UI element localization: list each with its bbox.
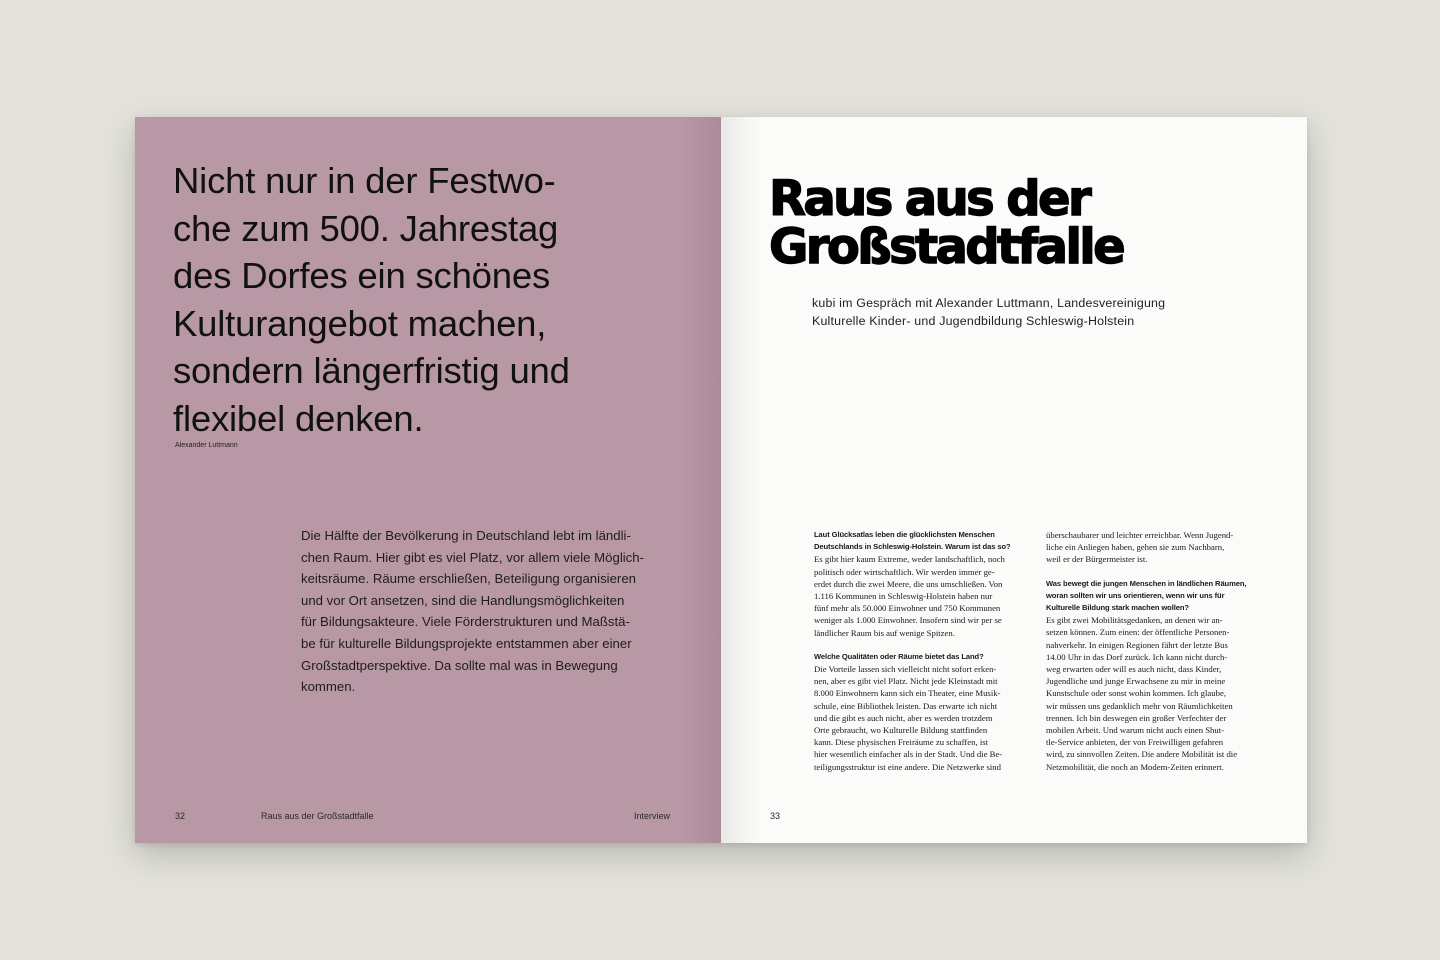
intro-line: chen Raum. Hier gibt es viel Platz, vor allem viele Möglich- <box>301 549 645 565</box>
magazine-spread <box>135 117 1307 843</box>
interview-question: Laut Glücksatlas leben die glücklichsten Menschen <box>814 530 995 539</box>
interview-question: Kulturelle Bildung stark machen wollen? <box>1046 603 1189 613</box>
answer-line: tle-Service anbieten, der von Freiwilligen gefahren <box>1046 737 1224 748</box>
article-title-line: Raus aus der <box>769 171 1090 227</box>
answer-line: nahverkehr. In einigen Regionen fährt der letzte Bus <box>1046 639 1228 650</box>
article-subtitle <box>812 294 1165 330</box>
answer-line: Die Vorteile lassen sich vielleicht nicht sofort erken- <box>814 664 997 675</box>
answer-line: Orte gebraucht, wo Kulturelle Bildung stattfinden <box>814 725 988 736</box>
intro-line: Die Hälfte der Bevölkerung in Deutschland lebt im ländli- <box>301 528 631 543</box>
article-title-line: Großstadtfalle <box>769 219 1124 275</box>
page-number-right: 33 <box>770 811 781 821</box>
answer-line: Kunstschule oder sonst wohin kommen. Ich glaube, <box>1046 688 1226 699</box>
subtitle-line: kubi im Gespräch mit Alexander Luttmann, Landesvereinigung <box>812 296 1166 310</box>
section-label: Interview <box>634 811 671 821</box>
answer-line: 14.00 Uhr in das Dorf zurück. Ich kann nicht durch- <box>1046 651 1228 662</box>
answer-line: liche ein Anliegen haben, gehen sie zum Nachbarn, <box>1046 542 1225 553</box>
interview-question: Was bewegt die jungen Menschen in ländlichen Räumen, <box>1046 578 1247 588</box>
intro-paragraph <box>301 525 681 698</box>
interview-question: Welche Qualitäten oder Räume bietet das Land? <box>814 651 984 661</box>
interview-question: Deutschlands in Schleswig-Holstein. Warum ist das so? <box>814 542 1011 552</box>
pull-quote-line: Kulturangebot machen, <box>173 302 547 344</box>
answer-line: setzen können. Zum einen: der öffentliche Personen- <box>1046 627 1230 638</box>
answer-line: wird, zu sinnvollen Zeiten. Die andere Mobilität ist die <box>1046 749 1238 760</box>
answer-line: mobilen Arbeit. Und warum nicht auch einen Shut- <box>1046 725 1225 736</box>
answer-line: weil er der Bürgermeister ist. <box>1046 554 1148 565</box>
pull-quote-line: sondern längerfristig und <box>173 350 570 391</box>
text-column-1 <box>814 529 1034 773</box>
pull-quote <box>173 157 693 442</box>
pull-quote-line: des Dorfes ein schönes <box>173 255 551 296</box>
interview-question: woran sollten wir uns orientieren, wenn wir uns für <box>1046 590 1225 600</box>
paragraph-gap <box>1046 566 1266 578</box>
page-number-left: 32 <box>175 811 186 821</box>
pull-quote-line: Nicht nur in der Festwo- <box>173 160 556 201</box>
paragraph-gap <box>814 639 1034 651</box>
answer-line: Es gibt hier kaum Extreme, weder landschaftlich, noch <box>814 554 1005 565</box>
answer-line: erdet durch die zwei Meere, die uns umschließen. Von <box>814 578 1003 589</box>
left-page <box>135 117 721 843</box>
answer-line: politisch oder wirtschaftlich. Wir werden immer ge- <box>814 566 995 577</box>
answer-line: und die gibt es auch nicht, aber es werden trotzdem <box>814 712 993 723</box>
answer-line: kann. Diese physischen Freiräume zu schaffen, ist <box>814 737 989 748</box>
intro-line: Großstadtperspektive. Da sollte mal was in Bewegung <box>301 657 618 673</box>
answer-line: teiligungsstruktur ist eine andere. Die Netzwerke sind <box>814 761 1001 772</box>
answer-line: Jugendliche und junge Erwachsene zu mir in meine <box>1046 676 1226 687</box>
running-title: Raus aus der Großstadtfalle <box>261 811 374 821</box>
quote-author: Alexander Luttmann <box>175 442 238 449</box>
intro-line: und vor Ort ansetzen, sind die Handlungsmöglichkeiten <box>301 592 625 608</box>
answer-line: überschaubarer und leichter erreichbar. Wenn Jugend- <box>1046 530 1234 540</box>
answer-line: trennen. Ich bin deswegen ein großer Verfechter der <box>1046 712 1227 723</box>
intro-line: kommen. <box>301 679 356 695</box>
answer-line: Netzmobilität, die noch an Modem-Zeiten erinnert. <box>1046 761 1224 772</box>
article-title <box>769 171 1124 275</box>
right-page <box>721 117 1307 843</box>
pull-quote-line: che zum 500. Jahrestag <box>173 207 559 249</box>
intro-line: be für kulturelle Bildungsprojekte entstammen aber einer <box>301 635 632 651</box>
answer-line: nen, aber es gibt viel Platz. Nicht jede Kleinstadt mit <box>814 676 998 687</box>
intro-line: für Bildungsakteure. Viele Förderstrukturen und Maßstä- <box>301 614 630 630</box>
intro-line: keitsräume. Räume erschließen, Beteiligung organisieren <box>301 571 636 587</box>
answer-line: Es gibt zwei Mobilitätsgedanken, an denen wir an- <box>1046 615 1223 626</box>
text-column-2 <box>1046 529 1266 773</box>
subtitle-line: Kulturelle Kinder- und Jugendbildung Schleswig-Holstein <box>812 314 1135 328</box>
answer-line: hier wesentlich einfacher als in der Stadt. Und die Be- <box>814 749 1003 760</box>
answer-line: ländlicher Raum bis auf wenige Spitzen. <box>814 627 955 638</box>
answer-line: 8.000 Einwohnern kann sich ein Theater, eine Musik- <box>814 688 1001 699</box>
answer-line: fünf mehr als 50.000 Einwohner und 750 Kommunen <box>814 603 1001 614</box>
answer-line: 1.116 Kommunen in Schleswig-Holstein haben nur <box>814 591 993 602</box>
pull-quote-line: flexibel denken. <box>173 397 424 439</box>
answer-line: weniger als 1.000 Einwohner. Insofern sind wir per se <box>814 615 1002 626</box>
answer-line: schule, eine Bibliothek leisten. Das erwarte ich nicht <box>814 700 998 711</box>
answer-line: wir müssen uns gedanklich mehr von Räumlichkeiten <box>1046 700 1233 711</box>
answer-line: weg erwarten oder will es auch nicht, dass Kinder, <box>1046 664 1222 675</box>
